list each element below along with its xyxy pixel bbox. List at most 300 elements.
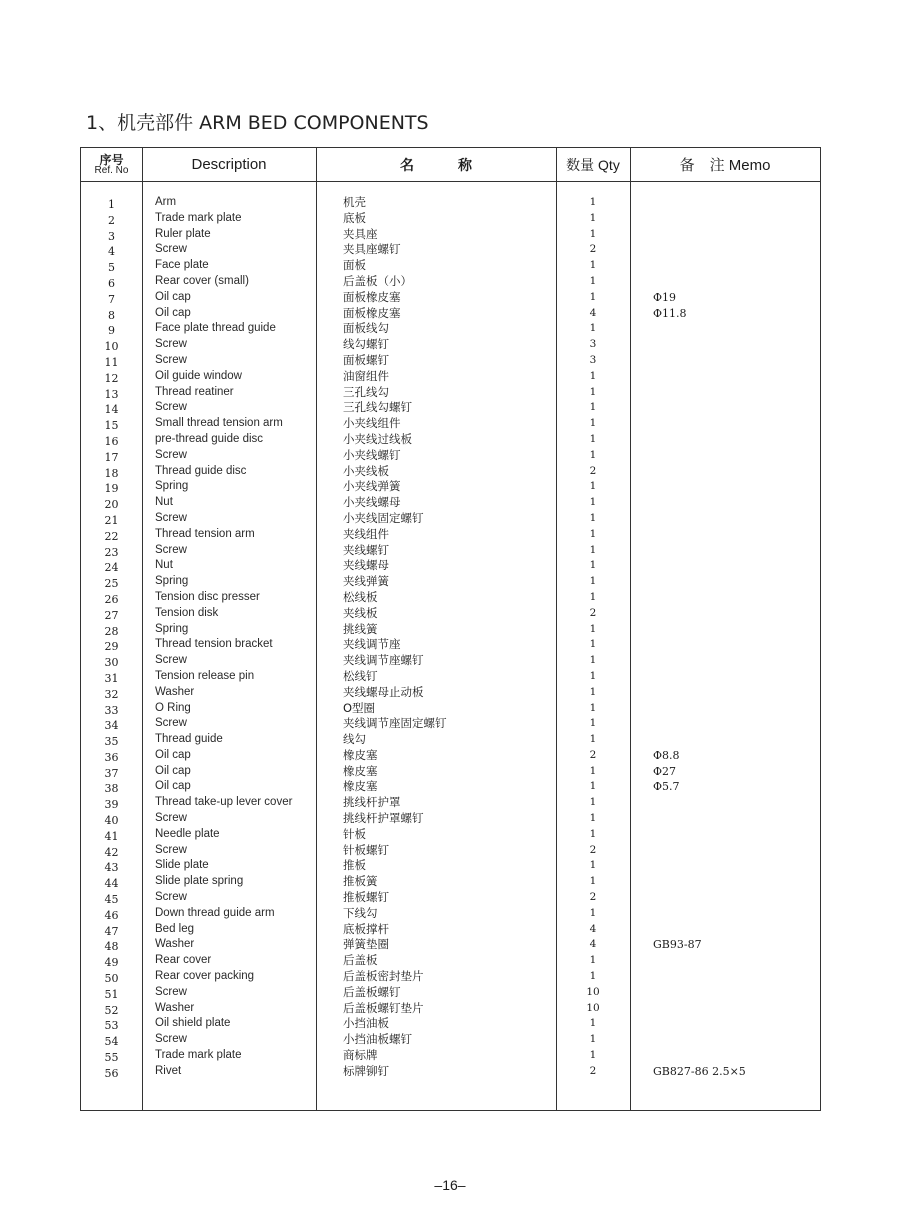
table-row — [81, 732, 820, 748]
table-row — [81, 779, 820, 795]
description-cell: Screw — [155, 717, 187, 730]
ref-cell: 4 — [108, 245, 115, 259]
qty-cell: 1 — [589, 227, 597, 240]
name-cell: 小挡油板 — [343, 1016, 389, 1031]
ref-cell: 34 — [104, 719, 119, 733]
qty-cell: 1 — [589, 654, 597, 667]
description-cell: Oil guide window — [155, 369, 242, 382]
qty-cell: 1 — [589, 590, 597, 603]
ref-cell: 9 — [108, 324, 115, 338]
qty-cell: 1 — [589, 1017, 597, 1030]
qty-cell: 1 — [589, 496, 597, 509]
description-cell: Oil cap — [155, 290, 191, 303]
qty-cell: 1 — [589, 669, 597, 682]
table-row — [81, 1064, 820, 1080]
qty-cell: 10 — [586, 1001, 600, 1014]
ref-cell: 50 — [104, 972, 119, 986]
description-cell: Oil shield plate — [155, 1017, 231, 1030]
table-row — [81, 400, 820, 416]
header-name-1: 名 — [400, 157, 414, 174]
table-row — [81, 606, 820, 622]
description-cell: Screw — [155, 353, 187, 366]
table-row — [81, 764, 820, 780]
table-row — [81, 748, 820, 764]
qty-cell: 1 — [589, 480, 597, 493]
parts-table — [80, 147, 821, 1111]
name-cell: 三孔线勾 — [343, 384, 389, 399]
ref-cell: 36 — [104, 750, 119, 764]
description-cell: Tension disk — [155, 606, 219, 619]
ref-cell: 45 — [104, 893, 119, 907]
description-cell: Screw — [155, 401, 187, 414]
ref-cell: 49 — [104, 956, 119, 970]
header-qty: 数量 Qty — [566, 156, 620, 173]
qty-cell: 2 — [589, 243, 597, 256]
table-row — [81, 258, 820, 274]
ref-cell: 24 — [104, 561, 119, 575]
table-row — [81, 685, 820, 701]
name-cell: 面板橡皮塞 — [343, 289, 401, 304]
name-cell: 小夹线过线板 — [343, 431, 412, 446]
ref-cell: 6 — [108, 276, 115, 290]
table-row — [81, 385, 820, 401]
ref-cell: 47 — [104, 924, 119, 938]
ref-cell: 10 — [104, 340, 119, 354]
qty-cell: 4 — [589, 938, 597, 951]
table-row — [81, 1016, 820, 1032]
ref-cell: 55 — [104, 1051, 119, 1065]
ref-cell: 44 — [104, 877, 119, 891]
table-row — [81, 527, 820, 543]
qty-cell: 1 — [589, 1033, 597, 1046]
name-cell: 弹簧垫圈 — [343, 937, 389, 952]
ref-cell: 7 — [108, 292, 115, 306]
description-cell: Trade mark plate — [155, 1049, 242, 1062]
description-cell: Washer — [155, 1001, 195, 1014]
header-ref — [81, 148, 142, 181]
qty-cell: 3 — [589, 338, 597, 351]
description-cell: Oil cap — [155, 764, 191, 777]
table-row — [81, 290, 820, 306]
qty-cell: 1 — [589, 717, 597, 730]
qty-cell: 1 — [589, 417, 597, 430]
name-cell: 夹线组件 — [343, 526, 389, 541]
table-row — [81, 543, 820, 559]
ref-cell: 14 — [104, 403, 119, 417]
name-cell: 小夹线弹簧 — [343, 479, 401, 494]
table-row — [81, 1001, 820, 1017]
qty-cell: 1 — [589, 764, 597, 777]
table-row — [81, 432, 820, 448]
ref-cell: 38 — [104, 782, 119, 796]
description-cell: Screw — [155, 812, 187, 825]
qty-cell: 1 — [589, 448, 597, 461]
ref-cell: 37 — [104, 766, 119, 780]
table-row — [81, 321, 820, 337]
name-cell: 面板 — [343, 258, 366, 273]
table-row — [81, 242, 820, 258]
header-name — [316, 148, 556, 181]
ref-cell: 54 — [104, 1035, 119, 1049]
ref-cell: 40 — [104, 814, 119, 828]
ref-cell: 53 — [104, 1019, 119, 1033]
name-cell: 小夹线螺母 — [343, 495, 401, 510]
name-cell: 小夹线组件 — [343, 416, 401, 431]
description-cell: Spring — [155, 622, 189, 635]
qty-cell: 3 — [589, 353, 597, 366]
name-cell: 橡皮塞 — [343, 779, 378, 794]
ref-cell: 27 — [104, 608, 119, 622]
description-cell: Slide plate spring — [155, 875, 244, 888]
name-cell: 挑线杆护罩螺钉 — [343, 811, 424, 826]
table-row — [81, 227, 820, 243]
name-cell: 下线勾 — [343, 905, 378, 920]
name-cell: 后盖板 — [343, 953, 378, 968]
description-cell: Screw — [155, 843, 187, 856]
ref-cell: 18 — [104, 466, 119, 480]
description-cell: Rivet — [155, 1064, 182, 1077]
table-row — [81, 353, 820, 369]
name-cell: 底板 — [343, 210, 366, 225]
description-cell: Screw — [155, 1033, 187, 1046]
qty-cell: 1 — [589, 638, 597, 651]
ref-cell: 22 — [104, 529, 119, 543]
description-cell: Bed leg — [155, 922, 195, 935]
qty-cell: 2 — [589, 1064, 597, 1077]
qty-cell: 1 — [589, 812, 597, 825]
table-row — [81, 416, 820, 432]
name-cell: 夹具座螺钉 — [343, 242, 401, 257]
qty-cell: 1 — [589, 401, 597, 414]
description-cell: Washer — [155, 685, 195, 698]
table-row — [81, 464, 820, 480]
name-cell: 小挡油板螺钉 — [343, 1032, 412, 1047]
table-header — [81, 148, 820, 182]
qty-cell: 1 — [589, 954, 597, 967]
qty-cell: 1 — [589, 1049, 597, 1062]
name-cell: 夹线螺母止动板 — [343, 684, 424, 699]
qty-cell: 1 — [589, 259, 597, 272]
table-row — [81, 558, 820, 574]
name-cell: 后盖板（小） — [343, 273, 412, 288]
qty-cell: 1 — [589, 511, 597, 524]
qty-cell: 1 — [589, 685, 597, 698]
description-cell: Tension disc presser — [155, 590, 260, 603]
table-row — [81, 211, 820, 227]
description-cell: Screw — [155, 243, 187, 256]
description-cell: Down thread guide arm — [155, 906, 275, 919]
ref-cell: 26 — [104, 592, 119, 606]
ref-cell: 28 — [104, 624, 119, 638]
description-cell: Screw — [155, 543, 187, 556]
name-cell: 夹线螺母 — [343, 558, 389, 573]
name-cell: 夹线调节座螺钉 — [343, 653, 424, 668]
ref-cell: 46 — [104, 908, 119, 922]
qty-cell: 1 — [589, 543, 597, 556]
header-description: Description — [191, 156, 267, 173]
table-row — [81, 195, 820, 211]
name-cell: 针板 — [343, 826, 366, 841]
ref-cell: 16 — [104, 434, 119, 448]
name-cell: 小夹线螺钉 — [343, 447, 401, 462]
ref-cell: 3 — [108, 229, 115, 243]
ref-cell: 12 — [104, 371, 119, 385]
qty-cell: 4 — [589, 306, 597, 319]
description-cell: Screw — [155, 338, 187, 351]
description-cell: Face plate thread guide — [155, 322, 276, 335]
description-cell: Trade mark plate — [155, 211, 242, 224]
name-cell: 后盖板螺钉垫片 — [343, 1000, 424, 1015]
table-row — [81, 274, 820, 290]
description-cell: Screw — [155, 985, 187, 998]
table-row — [81, 369, 820, 385]
ref-cell: 33 — [104, 703, 119, 717]
description-cell: Thread reatiner — [155, 385, 234, 398]
name-cell: 标牌铆钉 — [343, 1063, 389, 1078]
table-row — [81, 922, 820, 938]
ref-cell: 21 — [104, 513, 119, 527]
ref-cell: 51 — [104, 987, 119, 1001]
qty-cell: 1 — [589, 559, 597, 572]
name-cell: 推板簧 — [343, 874, 378, 889]
table-row — [81, 811, 820, 827]
qty-cell: 2 — [589, 606, 597, 619]
memo-cell: Φ27 — [653, 764, 677, 778]
qty-cell: 2 — [589, 748, 597, 761]
qty-cell: 1 — [589, 385, 597, 398]
description-cell: Thread guide disc — [155, 464, 247, 477]
description-cell: Thread tension arm — [155, 527, 255, 540]
table-row — [81, 969, 820, 985]
name-cell: 挑线簧 — [343, 621, 378, 636]
table-row — [81, 716, 820, 732]
qty-cell: 4 — [589, 922, 597, 935]
ref-cell: 52 — [104, 1003, 119, 1017]
header-ref-en: Ref. No — [94, 164, 129, 176]
table-row — [81, 701, 820, 717]
description-cell: Slide plate — [155, 859, 209, 872]
description-cell: Oil cap — [155, 748, 191, 761]
name-cell: 面板橡皮塞 — [343, 305, 401, 320]
memo-cell: Φ11.8 — [653, 306, 687, 320]
ref-cell: 31 — [104, 671, 119, 685]
description-cell: Small thread tension arm — [155, 417, 283, 430]
name-cell: 夹线螺钉 — [343, 542, 389, 557]
table-row — [81, 448, 820, 464]
ref-cell: 2 — [108, 213, 115, 227]
name-cell: 后盖板密封垫片 — [343, 969, 424, 984]
name-cell: 底板撑杆 — [343, 921, 389, 936]
qty-cell: 1 — [589, 432, 597, 445]
ref-cell: 56 — [104, 1066, 119, 1080]
header-memo: 备 注 Memo — [679, 157, 771, 174]
qty-cell: 1 — [589, 906, 597, 919]
name-cell: 油窗组件 — [343, 368, 389, 383]
description-cell: Thread guide — [155, 733, 223, 746]
table-row — [81, 337, 820, 353]
qty-cell: 2 — [589, 891, 597, 904]
name-cell: 三孔线勾螺钉 — [343, 400, 412, 415]
description-cell: Screw — [155, 891, 187, 904]
ref-cell: 1 — [108, 198, 115, 211]
ref-cell: 42 — [104, 845, 119, 859]
memo-cell: Φ19 — [653, 290, 677, 304]
qty-cell: 1 — [589, 827, 597, 840]
name-cell: 机壳 — [343, 195, 366, 209]
qty-cell: 1 — [589, 211, 597, 224]
ref-cell: 15 — [104, 419, 119, 433]
description-cell: Nut — [155, 559, 173, 572]
description-cell: Nut — [155, 496, 173, 509]
ref-cell: 23 — [104, 545, 119, 559]
ref-cell: 43 — [104, 861, 119, 875]
description-cell: Needle plate — [155, 827, 220, 840]
qty-cell: 1 — [589, 733, 597, 746]
qty-cell: 1 — [589, 780, 597, 793]
name-cell: 针板螺钉 — [343, 842, 389, 857]
table-row — [81, 622, 820, 638]
description-cell: pre-thread guide disc — [155, 432, 264, 445]
qty-cell: 1 — [589, 274, 597, 287]
qty-cell: 2 — [589, 843, 597, 856]
ref-cell: 19 — [104, 482, 119, 496]
qty-cell: 1 — [589, 875, 597, 888]
page-number: –16– — [434, 1177, 466, 1193]
name-cell: 松线板 — [343, 589, 378, 604]
qty-cell: 1 — [589, 859, 597, 872]
ref-cell: 11 — [104, 355, 119, 369]
ref-cell: 35 — [104, 735, 119, 749]
qty-cell: 1 — [589, 796, 597, 809]
qty-cell: 1 — [589, 970, 597, 983]
table-row — [81, 795, 820, 811]
description-cell: Screw — [155, 654, 187, 667]
name-cell: 推板螺钉 — [343, 890, 389, 905]
description-cell: Rear cover (small) — [155, 274, 249, 287]
name-cell: 夹线板 — [343, 605, 378, 620]
section-title: 1、机壳部件 ARM BED COMPONENTS — [86, 112, 429, 134]
name-cell: 夹线弹簧 — [343, 574, 389, 589]
name-cell: 橡皮塞 — [343, 763, 378, 778]
description-cell: Arm — [155, 196, 177, 208]
ref-cell: 48 — [104, 940, 119, 954]
table-row — [81, 858, 820, 874]
table-row — [81, 827, 820, 843]
description-cell: Oil cap — [155, 306, 191, 319]
ref-cell: 20 — [104, 498, 119, 512]
description-cell: Screw — [155, 448, 187, 461]
name-cell: 面板螺钉 — [343, 352, 389, 367]
table-row — [81, 874, 820, 890]
table-row — [81, 653, 820, 669]
table-row — [81, 937, 820, 953]
description-cell: Face plate — [155, 259, 209, 272]
ref-cell: 30 — [104, 656, 119, 670]
table-row — [81, 306, 820, 322]
name-cell: 后盖板螺钉 — [343, 984, 401, 999]
name-cell: 商标牌 — [343, 1048, 378, 1063]
name-cell: 夹具座 — [343, 226, 378, 241]
table-row — [81, 1048, 820, 1064]
description-cell: O Ring — [155, 701, 191, 714]
table-row — [81, 985, 820, 1001]
qty-cell: 1 — [589, 701, 597, 714]
name-cell: 小夹线固定螺钉 — [343, 510, 424, 525]
name-cell: O型圈 — [343, 700, 376, 715]
table-row — [81, 637, 820, 653]
name-cell: 推板 — [343, 858, 366, 873]
ref-cell: 13 — [104, 387, 119, 401]
ref-cell: 8 — [108, 308, 115, 322]
name-cell: 小夹线板 — [343, 463, 389, 478]
name-cell: 线勾 — [343, 732, 366, 747]
header-ref-cn: 序号 — [99, 152, 124, 167]
ref-cell: 39 — [104, 798, 119, 812]
table-row — [81, 495, 820, 511]
memo-cell: GB93-87 — [653, 938, 702, 952]
name-cell: 夹线调节座 — [343, 637, 401, 652]
memo-cell: Φ5.7 — [653, 780, 680, 794]
qty-cell: 1 — [589, 622, 597, 635]
header-name-2: 称 — [458, 157, 472, 174]
qty-cell: 1 — [589, 369, 597, 382]
qty-cell: 1 — [589, 322, 597, 335]
memo-cell: GB827-86 2.5×5 — [653, 1064, 746, 1078]
description-cell: Thread take-up lever cover — [155, 796, 293, 809]
table-row — [81, 669, 820, 685]
qty-cell: 1 — [589, 290, 597, 303]
qty-cell: 1 — [589, 527, 597, 540]
description-cell: Thread tension bracket — [155, 638, 273, 651]
ref-cell: 25 — [104, 577, 119, 591]
name-cell: 线勾螺钉 — [343, 337, 389, 352]
table-row — [81, 890, 820, 906]
table-row — [81, 1032, 820, 1048]
name-cell: 面板线勾 — [343, 321, 389, 336]
ref-cell: 32 — [104, 687, 119, 701]
table-row — [81, 953, 820, 969]
description-cell: Rear cover — [155, 954, 212, 967]
qty-cell: 1 — [589, 196, 597, 208]
table-row — [81, 843, 820, 859]
description-cell: Ruler plate — [155, 227, 211, 240]
qty-cell: 10 — [586, 985, 600, 998]
description-cell: Rear cover packing — [155, 970, 255, 983]
ref-cell: 29 — [104, 640, 119, 654]
table-row — [81, 906, 820, 922]
ref-cell: 41 — [104, 829, 119, 843]
table-body — [81, 195, 820, 1080]
description-cell: Oil cap — [155, 780, 191, 793]
name-cell: 松线钉 — [343, 668, 378, 683]
description-cell: Tension release pin — [155, 669, 255, 682]
table-row — [81, 511, 820, 527]
qty-cell: 2 — [589, 464, 597, 477]
description-cell: Washer — [155, 938, 195, 951]
ref-cell: 17 — [104, 450, 119, 464]
table-row — [81, 479, 820, 495]
description-cell: Spring — [155, 480, 189, 493]
qty-cell: 1 — [589, 575, 597, 588]
name-cell: 挑线杆护罩 — [343, 795, 401, 810]
table-row — [81, 590, 820, 606]
name-cell: 夹线调节座固定螺钉 — [343, 716, 447, 731]
description-cell: Spring — [155, 575, 189, 588]
name-cell: 橡皮塞 — [343, 747, 378, 762]
memo-cell: Φ8.8 — [653, 748, 680, 762]
description-cell: Screw — [155, 511, 187, 524]
table-row — [81, 574, 820, 590]
